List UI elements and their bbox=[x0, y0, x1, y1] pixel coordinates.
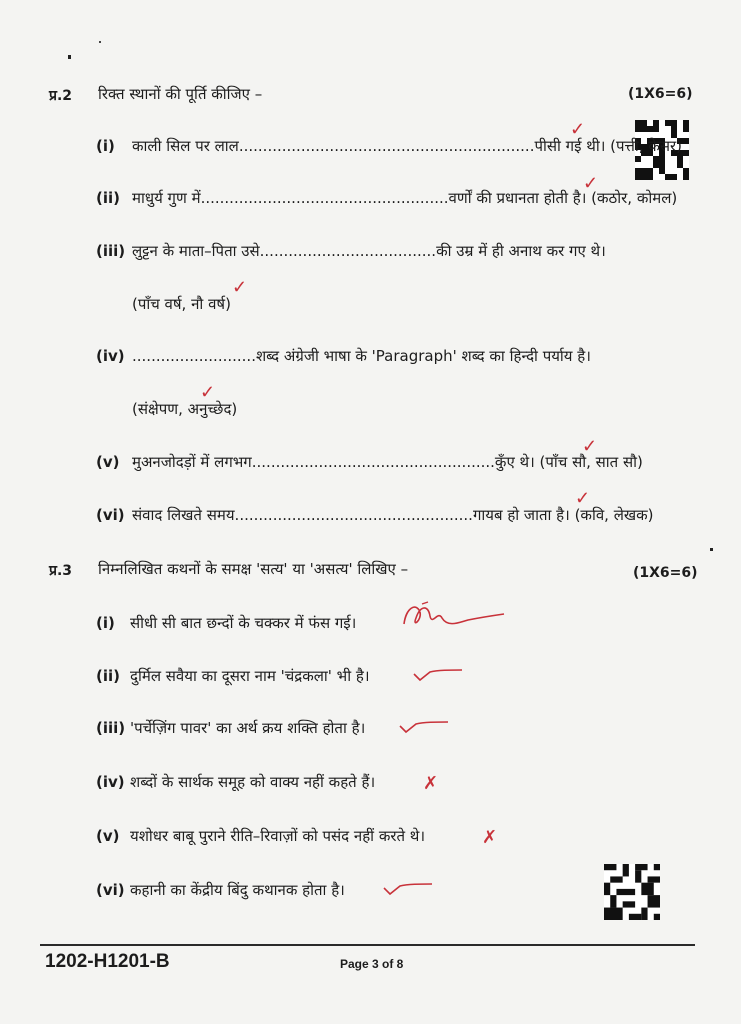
item-number: (ii) bbox=[96, 189, 120, 207]
q3-number: प्र.3 bbox=[49, 563, 73, 579]
item-number: (vi) bbox=[96, 506, 125, 524]
q3-item bbox=[96, 718, 365, 738]
tick-mark bbox=[412, 664, 464, 684]
tick-mark: ✓ bbox=[575, 488, 591, 509]
tick-mark: ✓ bbox=[570, 119, 586, 140]
item-text: कहानी का केंद्रीय बिंदु कथानक होता है। bbox=[130, 881, 345, 899]
speck bbox=[710, 548, 713, 551]
qr-code-bottom bbox=[604, 864, 660, 920]
item-number: (v) bbox=[96, 453, 120, 471]
q2-item bbox=[96, 241, 606, 261]
speck bbox=[99, 41, 101, 43]
q2-item bbox=[96, 136, 682, 156]
q2-item bbox=[96, 505, 654, 525]
q3-item bbox=[96, 666, 370, 686]
item-text: मुअनजोदड़ों में लगभग...................................................कुँए थे। (पाँच सौ, सात सौ) bbox=[132, 453, 643, 471]
q3-item bbox=[96, 826, 425, 846]
item-number: (ii) bbox=[96, 667, 120, 685]
q3-marks: (1X6=6) bbox=[633, 565, 698, 581]
tick-mark bbox=[382, 878, 434, 898]
q2-hint-iii: (पाँच वर्ष, नौ वर्ष) bbox=[132, 295, 231, 313]
item-text: ..........................शब्द अंग्रेजी भाषा के 'Paragraph' शब्द का हिन्दी पर्याय है। bbox=[132, 347, 591, 365]
handwritten-scribble bbox=[398, 598, 508, 636]
tick-mark: ✓ bbox=[232, 277, 248, 298]
q2-item bbox=[96, 346, 591, 366]
q3-item bbox=[96, 880, 345, 900]
q3-title: निम्नलिखित कथनों के समक्ष 'सत्य' या 'असत्य' लिखिए – bbox=[98, 560, 409, 578]
item-number: (i) bbox=[96, 137, 115, 155]
item-text: माधुर्य गुण में....................................................वर्णों की प्रधानता होती है। (कठोर, कोमल) bbox=[132, 189, 678, 207]
tick-mark bbox=[398, 716, 450, 736]
cross-mark: ✗ bbox=[482, 827, 498, 848]
q2-number: प्र.2 bbox=[49, 88, 73, 104]
item-text: संवाद लिखते समय..................................................गायब हो जाता है। (कवि, लेखक) bbox=[132, 506, 654, 524]
item-number: (iii) bbox=[96, 242, 126, 260]
item-number: (vi) bbox=[96, 881, 125, 899]
item-text: 'पर्चेज़िंग पावर' का अर्थ क्रय शक्ति होता है। bbox=[130, 719, 366, 737]
item-text: सीधी सी बात छन्दों के चक्कर में फंस गई। bbox=[130, 614, 357, 632]
q2-hint-iv: (संक्षेपण, अनुच्छेद) bbox=[132, 400, 238, 418]
item-number: (iv) bbox=[96, 347, 125, 365]
tick-mark: ✓ bbox=[582, 436, 598, 457]
footer-code: 1202-H1201-B bbox=[45, 951, 170, 972]
q3-item bbox=[96, 613, 356, 633]
q3-item bbox=[96, 772, 375, 792]
item-text: यशोधर बाबू पुराने रीति–रिवाज़ों को पसंद नहीं करते थे। bbox=[130, 827, 426, 845]
tick-mark: ✓ bbox=[200, 382, 216, 403]
tick-mark: ✓ bbox=[583, 173, 599, 194]
item-text: लुट्टन के माता–पिता उसे.....................................की उम्र में ही अनाथ कर गए थे। bbox=[132, 242, 606, 260]
item-number: (iv) bbox=[96, 773, 125, 791]
footer-rule bbox=[40, 944, 695, 946]
footer-page-number: Page 3 of 8 bbox=[340, 957, 404, 971]
item-number: (v) bbox=[96, 827, 120, 845]
item-text: काली सिल पर लाल..............................................................पीसी गई थी। (पत्ती, केसर) bbox=[132, 137, 682, 155]
item-number: (i) bbox=[96, 614, 115, 632]
item-number: (iii) bbox=[96, 719, 126, 737]
q2-item bbox=[96, 452, 643, 472]
q2-title: रिक्त स्थानों की पूर्ति कीजिए – bbox=[98, 85, 263, 103]
cross-mark: ✗ bbox=[423, 773, 439, 794]
item-text: दुर्मिल सवैया का दूसरा नाम 'चंद्रकला' भी है। bbox=[130, 667, 370, 685]
q2-marks: (1X6=6) bbox=[628, 86, 693, 102]
speck bbox=[68, 55, 71, 59]
item-text: शब्दों के सार्थक समूह को वाक्य नहीं कहते हैं। bbox=[130, 773, 376, 791]
